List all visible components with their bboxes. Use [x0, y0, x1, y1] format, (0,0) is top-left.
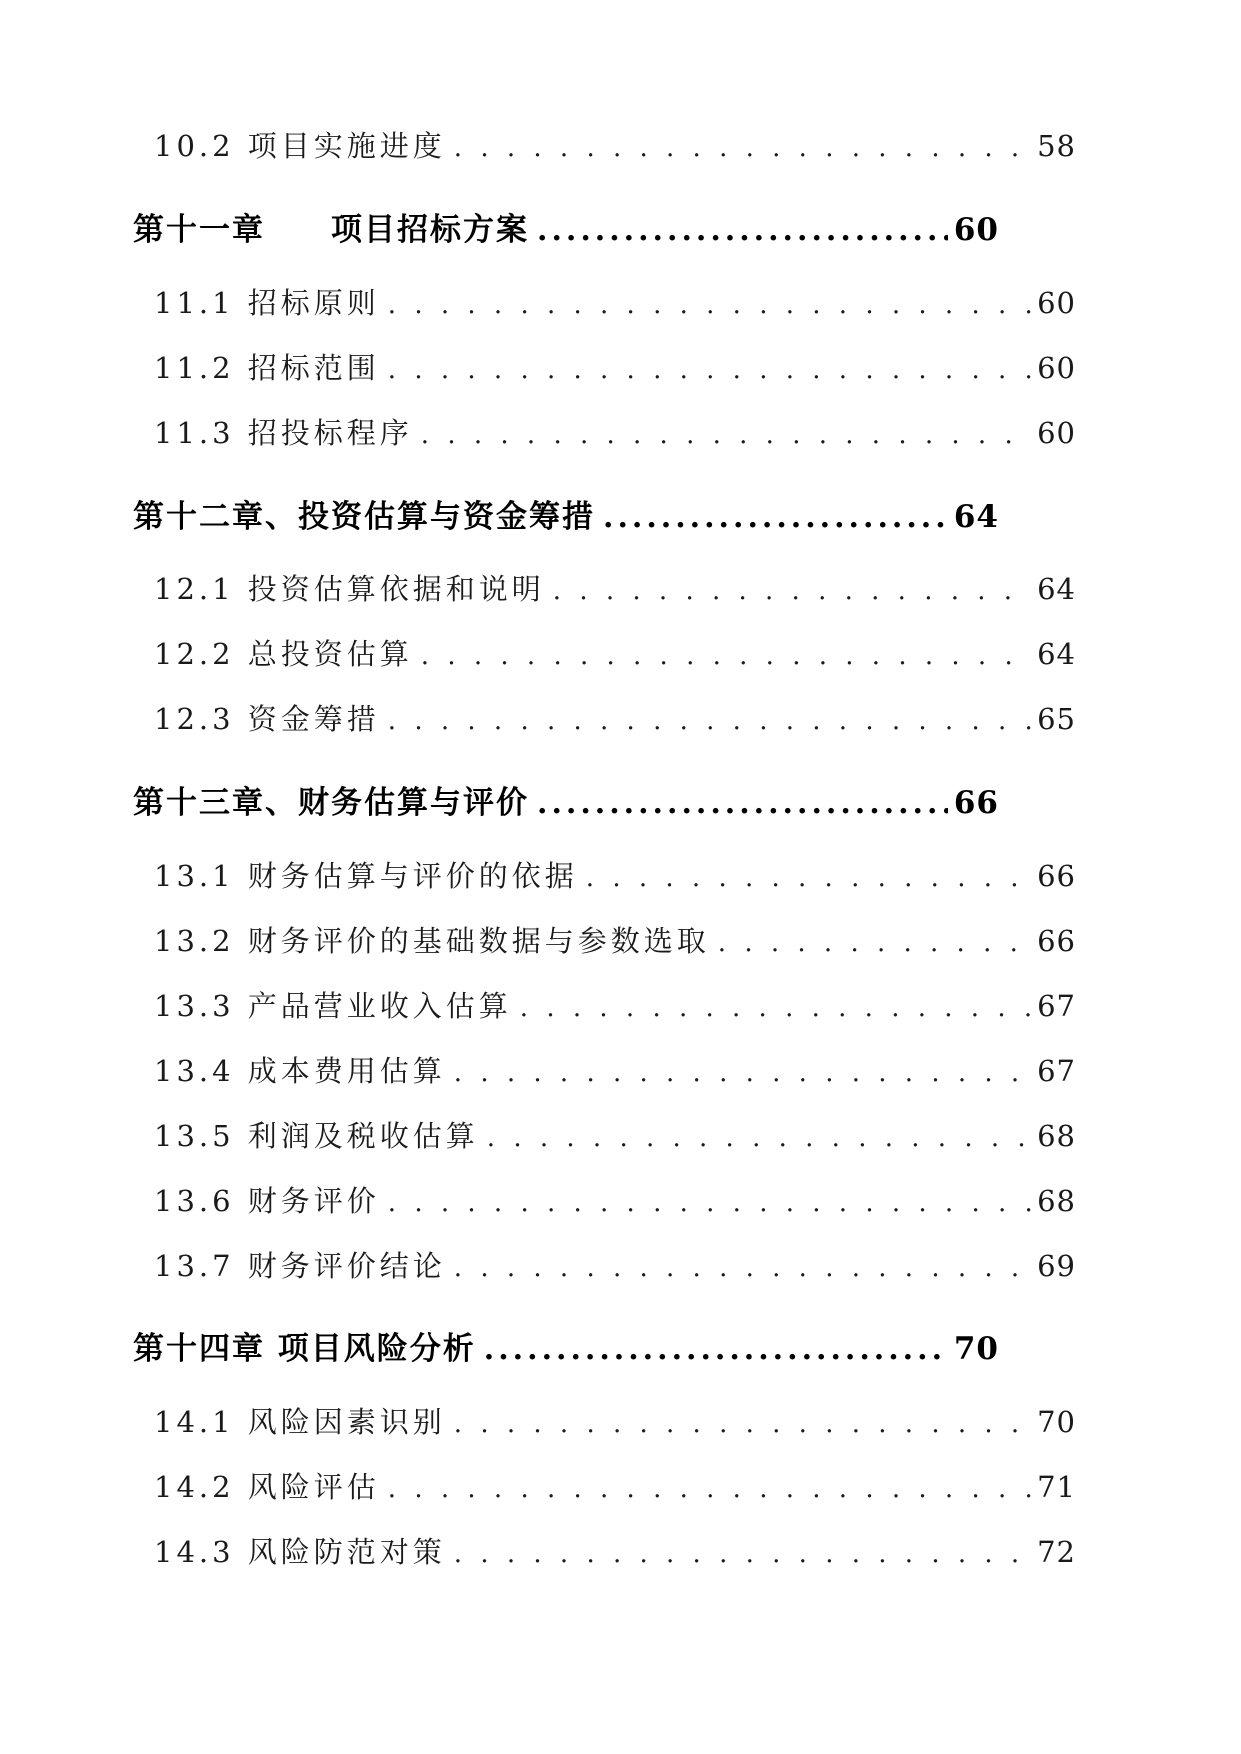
toc-entry-11-1[interactable] — [154, 281, 1076, 322]
toc-entry-14-3[interactable] — [154, 1530, 1076, 1571]
toc-entry-title: 12.2 总投资估算 — [154, 637, 413, 671]
toc-entry-title: 14.3 风险防范对策 — [154, 1535, 446, 1569]
toc-chapter-title: 第十四章 项目风险分析 — [133, 1331, 476, 1367]
toc-entry-title: 13.3 产品营业收入估算 — [154, 989, 512, 1023]
dot-leader — [537, 785, 948, 821]
toc-entry-page: 72 — [1037, 1535, 1076, 1569]
dot-leader — [586, 859, 1031, 893]
toc-entry-page: 69 — [1037, 1249, 1076, 1283]
toc-chapter-14[interactable] — [133, 1323, 999, 1368]
toc-entry-page: 66 — [1037, 924, 1076, 958]
toc-entry-13-4[interactable] — [154, 1049, 1076, 1090]
toc-entry-title: 13.1 财务估算与评价的依据 — [154, 859, 578, 893]
toc-entry-title: 11.2 招标范围 — [154, 351, 380, 385]
toc-chapter-page: 60 — [953, 212, 999, 248]
toc-entry-title: 10.2 项目实施进度 — [154, 129, 446, 163]
dot-leader — [454, 1405, 1031, 1439]
toc-entry-13-1[interactable] — [154, 854, 1076, 895]
toc-entry-page: 68 — [1037, 1184, 1076, 1218]
dot-leader — [537, 212, 948, 248]
dot-leader — [553, 572, 1031, 606]
dot-leader — [603, 499, 948, 535]
toc-entry-page: 58 — [1037, 129, 1076, 163]
toc-entry-11-2[interactable] — [154, 346, 1076, 387]
dot-leader — [388, 1470, 1031, 1504]
toc-chapter-title: 第十二章、投资估算与资金筹措 — [133, 499, 595, 535]
dot-leader — [388, 351, 1031, 385]
toc-chapter-page: 70 — [953, 1331, 999, 1367]
toc-entry-11-3[interactable] — [154, 411, 1076, 452]
toc-entry-14-1[interactable] — [154, 1400, 1076, 1441]
dot-leader — [454, 1249, 1031, 1283]
toc-entry-14-2[interactable] — [154, 1465, 1076, 1506]
dot-leader — [388, 702, 1031, 736]
toc-entry-title: 14.1 风险因素识别 — [154, 1405, 446, 1439]
dot-leader — [421, 416, 1031, 450]
dot-leader — [388, 286, 1031, 320]
toc-entry-12-1[interactable] — [154, 567, 1076, 608]
toc-entry-13-7[interactable] — [154, 1244, 1076, 1285]
toc-entry-page: 70 — [1037, 1405, 1076, 1439]
toc-entry-page: 67 — [1037, 989, 1076, 1023]
toc-entry-title: 13.4 成本费用估算 — [154, 1054, 446, 1088]
toc-entry-page: 71 — [1037, 1470, 1076, 1504]
toc-entry-page: 67 — [1037, 1054, 1076, 1088]
toc-entry-title: 12.3 资金筹措 — [154, 702, 380, 736]
toc-entry-page: 64 — [1037, 572, 1076, 606]
toc-entry-title: 13.6 财务评价 — [154, 1184, 380, 1218]
dot-leader — [421, 637, 1031, 671]
toc-entry-page: 65 — [1037, 702, 1076, 736]
toc-chapter-11[interactable] — [133, 204, 999, 249]
toc-entry-title: 13.7 财务评价结论 — [154, 1249, 446, 1283]
toc-entry-page: 60 — [1037, 286, 1076, 320]
toc-chapter-12[interactable] — [133, 491, 999, 536]
dot-leader — [718, 924, 1031, 958]
toc-entry-title: 13.5 利润及税收估算 — [154, 1119, 479, 1153]
toc-entry-page: 64 — [1037, 637, 1076, 671]
toc-entry-13-3[interactable] — [154, 984, 1076, 1025]
toc-entry-13-5[interactable] — [154, 1114, 1076, 1155]
toc-entry-12-3[interactable] — [154, 697, 1076, 738]
toc-chapter-title: 第十三章、财务估算与评价 — [133, 785, 529, 821]
toc-entry-13-6[interactable] — [154, 1179, 1076, 1220]
toc-entry-title: 13.2 财务评价的基础数据与参数选取 — [154, 924, 710, 958]
toc-entry-12-2[interactable] — [154, 632, 1076, 673]
dot-leader — [454, 1535, 1031, 1569]
dot-leader — [454, 1054, 1031, 1088]
dot-leader — [520, 989, 1031, 1023]
toc-entry-title: 14.2 风险评估 — [154, 1470, 380, 1504]
toc-entry-page: 66 — [1037, 859, 1076, 893]
dot-leader — [487, 1119, 1031, 1153]
toc-chapter-page: 64 — [953, 499, 999, 535]
toc-entry-13-2[interactable] — [154, 919, 1076, 960]
toc-chapter-page: 66 — [953, 785, 999, 821]
toc-chapter-13[interactable] — [133, 777, 999, 822]
toc-entry-page: 60 — [1037, 416, 1076, 450]
dot-leader — [484, 1331, 948, 1367]
dot-leader — [454, 129, 1031, 163]
toc-entry-title: 12.1 投资估算依据和说明 — [154, 572, 545, 606]
dot-leader — [388, 1184, 1031, 1218]
toc-entry-title: 11.3 招投标程序 — [154, 416, 413, 450]
toc-entry-page: 68 — [1037, 1119, 1076, 1153]
toc-entry-title: 11.1 招标原则 — [154, 286, 380, 320]
toc-chapter-title: 第十一章 项目招标方案 — [133, 212, 529, 248]
toc-entry-10-2[interactable] — [154, 124, 1076, 165]
toc-entry-page: 60 — [1037, 351, 1076, 385]
